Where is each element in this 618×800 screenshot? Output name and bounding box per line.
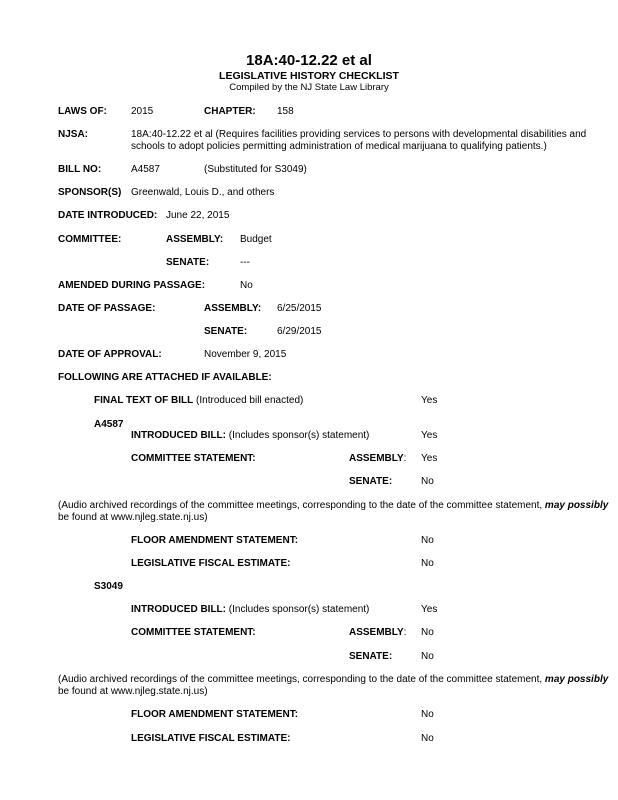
s3049-assembly-word: ASSEMBLY: [349, 627, 404, 638]
s3049-statement-assembly-label: [349, 627, 406, 639]
a4587-fiscal-estimate-value: No: [421, 558, 434, 569]
date-of-approval-label: DATE OF APPROVAL:: [58, 349, 162, 360]
s3049-audio-note-line1: [58, 674, 608, 686]
s3049-floor-amendment-label: FLOOR AMENDMENT STATEMENT:: [131, 709, 299, 720]
bill-no-label: BILL NO:: [58, 164, 102, 175]
date-of-passage-label: DATE OF PASSAGE:: [58, 303, 156, 314]
a4587-introduced-label: INTRODUCED BILL:: [131, 430, 226, 441]
final-text-label: FINAL TEXT OF BILL: [94, 395, 194, 406]
compiled-by-note: Compiled by the NJ State Law Library: [229, 82, 389, 93]
final-text-row: [94, 395, 303, 407]
date-introduced-label: DATE INTRODUCED:: [58, 210, 158, 221]
s3049-statement-senate-value: No: [421, 651, 434, 662]
sponsors-label: SPONSOR(S): [58, 187, 122, 198]
a4587-statement-assembly-value: Yes: [421, 453, 438, 464]
s3049-introduced-label: INTRODUCED BILL:: [131, 604, 226, 615]
a4587-assembly-colon: :: [403, 453, 407, 464]
committee-assembly-value: Budget: [240, 234, 272, 245]
s3049-audio-emphasis: may possibly: [544, 674, 609, 685]
njsa-label: NJSA:: [58, 129, 89, 140]
a4587-introduced-note: (Includes sponsor(s) statement): [226, 430, 370, 441]
s3049-committee-statement-label: COMMITTEE STATEMENT:: [131, 627, 256, 638]
a4587-fiscal-estimate-label: LEGISLATIVE FISCAL ESTIMATE:: [131, 558, 291, 569]
s3049-bill-heading: S3049: [94, 581, 123, 592]
s3049-audio-text: (Audio archived recordings of the committee meetings, corresponding to the date of the committee statement,: [58, 674, 545, 685]
s3049-floor-amendment-value: No: [421, 709, 434, 720]
s3049-statement-assembly-value: No: [421, 627, 434, 638]
a4587-statement-senate-label: SENATE:: [349, 476, 393, 487]
a4587-floor-amendment-label: FLOOR AMENDMENT STATEMENT:: [131, 535, 299, 546]
a4587-statement-assembly-label: [349, 453, 406, 465]
chapter-label: CHAPTER:: [204, 106, 256, 117]
s3049-fiscal-estimate-label: LEGISLATIVE FISCAL ESTIMATE:: [131, 733, 291, 744]
passage-senate-value: 6/29/2015: [277, 326, 322, 337]
committee-assembly-label: ASSEMBLY:: [166, 234, 224, 245]
bill-substitution-note: (Substituted for S3049): [204, 164, 307, 175]
a4587-floor-amendment-value: No: [421, 535, 434, 546]
a4587-introduced-value: Yes: [421, 430, 438, 441]
attached-heading: FOLLOWING ARE ATTACHED IF AVAILABLE:: [58, 372, 272, 383]
passage-assembly-value: 6/25/2015: [277, 303, 322, 314]
amended-label: AMENDED DURING PASSAGE:: [58, 280, 206, 291]
njsa-description-line1: 18A:40-12.22 et al (Requires facilities providing services to persons with developmental disabilities and: [131, 129, 587, 140]
s3049-introduced-row: [131, 604, 369, 616]
a4587-assembly-word: ASSEMBLY: [349, 453, 404, 464]
bill-no-value: A4587: [131, 164, 160, 175]
laws-of-value: 2015: [131, 106, 154, 117]
passage-assembly-label: ASSEMBLY:: [204, 303, 262, 314]
a4587-audio-emphasis: may possibly: [544, 500, 609, 511]
final-text-note: (Introduced bill enacted): [193, 395, 304, 406]
passage-senate-label: SENATE:: [204, 326, 248, 337]
a4587-committee-statement-label: COMMITTEE STATEMENT:: [131, 453, 256, 464]
amended-value: No: [240, 280, 253, 291]
date-introduced-value: June 22, 2015: [166, 210, 230, 221]
chapter-value: 158: [277, 106, 294, 117]
njsa-description-line2: schools to adopt policies permitting administration of medical marijuana to qualifying patients.): [131, 141, 547, 152]
s3049-statement-senate-label: SENATE:: [349, 651, 393, 662]
a4587-audio-text: (Audio archived recordings of the committee meetings, corresponding to the date of the committee statement,: [58, 500, 545, 511]
document-subtitle: LEGISLATIVE HISTORY CHECKLIST: [219, 70, 399, 82]
s3049-audio-note-line2[interactable]: be found at www.njleg.state.nj.us): [58, 686, 208, 697]
final-text-value: Yes: [421, 395, 438, 406]
date-of-approval-value: November 9, 2015: [204, 349, 287, 360]
a4587-introduced-row: [131, 430, 369, 442]
s3049-introduced-note: (Includes sponsor(s) statement): [226, 604, 370, 615]
a4587-bill-heading: A4587: [94, 419, 124, 430]
s3049-assembly-colon: :: [403, 627, 407, 638]
sponsors-value: Greenwald, Louis D., and others: [131, 187, 275, 198]
s3049-introduced-value: Yes: [421, 604, 438, 615]
s3049-fiscal-estimate-value: No: [421, 733, 434, 744]
committee-senate-label: SENATE:: [166, 257, 210, 268]
a4587-audio-note-line1: [58, 500, 608, 512]
a4587-audio-note-line2[interactable]: be found at www.njleg.state.nj.us): [58, 512, 208, 523]
a4587-statement-senate-value: No: [421, 476, 434, 487]
document-title: 18A:40-12.22 et al: [246, 52, 372, 69]
committee-senate-value: ---: [240, 257, 250, 268]
laws-of-label: LAWS OF:: [58, 106, 107, 117]
committee-label: COMMITTEE:: [58, 234, 122, 245]
